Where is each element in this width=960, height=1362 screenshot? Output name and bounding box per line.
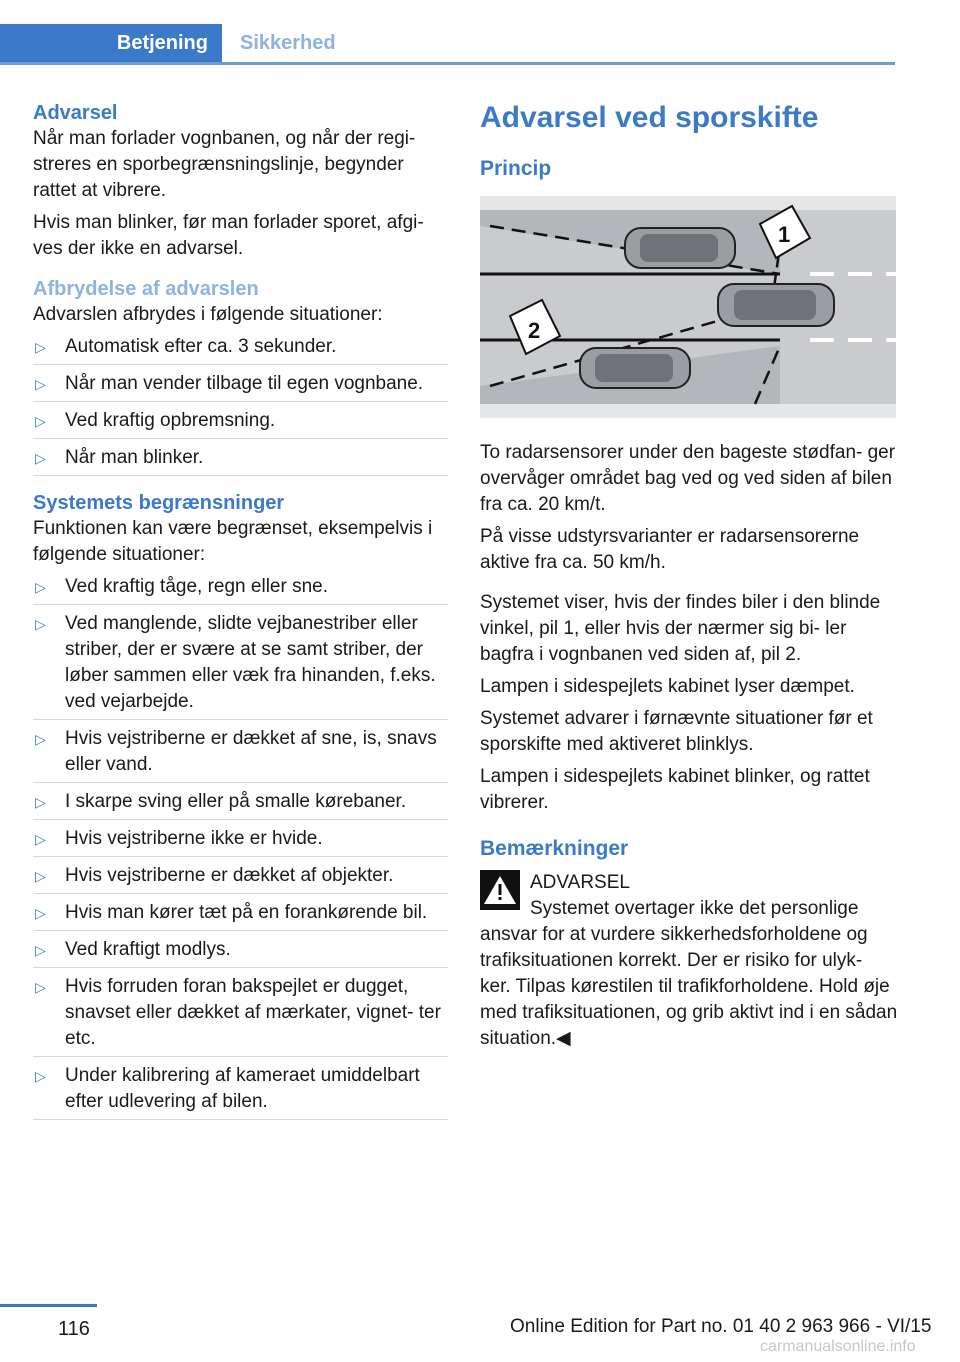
warning-text-first: Systemet overtager ikke det personlige [530, 898, 859, 919]
interrupt-list [33, 334, 448, 476]
notes-heading: Bemærkninger [480, 837, 629, 860]
triangle-bullet-icon: ▷ [35, 868, 46, 884]
triangle-bullet-icon: ▷ [35, 905, 46, 921]
principle-paragraph-4: Lampen i sidespejlets kabinet lyser dæmpet. [480, 676, 855, 697]
car-middle [718, 284, 834, 326]
triangle-bullet-icon: ▷ [35, 579, 46, 595]
watermark: carmanualsonline.info [760, 1338, 916, 1355]
arrow-2-label: 2 [528, 318, 541, 343]
warning-paragraph-1: Når man forlader vognbanen, og når der regi- streres en sporbegrænsningslinje, begynder rattet at vibrere. [33, 128, 416, 201]
tab-betjening[interactable]: Betjening [0, 24, 222, 62]
interrupt-heading: Afbrydelse af advarslen [33, 278, 259, 300]
lane-change-diagram [480, 196, 896, 418]
triangle-bullet-icon: ▷ [35, 731, 46, 747]
triangle-bullet-icon: ▷ [35, 1068, 46, 1084]
tab-sikkerhed[interactable]: Sikkerhed [240, 31, 336, 54]
list-item: ▷ Automatisk efter ca. 3 sekunder. [33, 334, 448, 365]
list-item: ▷ Når man blinker. [33, 445, 448, 476]
triangle-bullet-icon: ▷ [35, 794, 46, 810]
principle-paragraph-3: Systemet viser, hvis der findes biler i den blinde vinkel, pil 1, eller hvis der nærmer sig bi- ler bagfra i vognbanen ved siden af, pil 2. [480, 592, 881, 665]
principle-paragraph-1: To radarsensorer under den bageste stødfan- ger overvåger området bag ved og ved siden af bilen fra ca. 20 km/t. [480, 442, 896, 515]
list-item: ▷ Ved kraftigt modlys. [33, 937, 448, 968]
limits-heading: Systemets begrænsninger [33, 492, 285, 514]
principle-paragraph-6: Lampen i sidespejlets kabinet blinker, og rattet vibrerer. [480, 766, 870, 813]
principle-heading: Princip [480, 157, 552, 180]
list-item: ▷ Ved manglende, slidte vejbanestriber eller striber, der er svære at se samt striber, der løber sammen eller væk fra hinanden, f.eks. ved vejarbejde. [33, 611, 448, 720]
triangle-bullet-icon: ▷ [35, 616, 46, 632]
right-column [480, 100, 898, 1058]
triangle-bullet-icon: ▷ [35, 376, 46, 392]
list-item: ▷ Hvis forruden foran bakspejlet er dugget, snavset eller dækket af mærkater, vignet- ter etc. [33, 974, 448, 1057]
list-item: ▷ Ved kraftig opbremsning. [33, 408, 448, 439]
car-top [625, 228, 735, 268]
page-number: 116 [58, 1318, 90, 1340]
triangle-bullet-icon: ▷ [35, 942, 46, 958]
triangle-bullet-icon: ▷ [35, 339, 46, 355]
warning-heading: Advarsel [33, 102, 118, 124]
principle-paragraph-2: På visse udstyrsvarianter er radarsensorerne aktive fra ca. 50 km/h. [480, 526, 860, 573]
list-item: ▷ Når man vender tilbage til egen vognbane. [33, 371, 448, 402]
limits-intro: Funktionen kan være begrænset, eksempelvis i følgende situationer: [33, 518, 433, 565]
principle-paragraph-5: Systemet advarer i førnævnte situationer før et sporskifte med aktiveret blinklys. [480, 708, 873, 755]
list-item: ▷ Hvis vejstriberne ikke er hvide. [33, 826, 448, 857]
left-column [33, 100, 448, 1126]
car-bottom [580, 348, 690, 388]
list-item: ▷ Ved kraftig tåge, regn eller sne. [33, 574, 448, 605]
triangle-bullet-icon: ▷ [35, 831, 46, 847]
warning-paragraph-2: Hvis man blinker, før man forlader sporet, afgi- ves der ikke en advarsel. [33, 212, 424, 259]
edition-footer: Online Edition for Part no. 01 40 2 963 966 - VI/15 [510, 1316, 932, 1337]
triangle-bullet-icon: ▷ [35, 413, 46, 429]
warning-block [480, 870, 898, 922]
triangle-bullet-icon: ▷ [35, 979, 46, 995]
triangle-bullet-icon: ▷ [35, 450, 46, 466]
arrow-1-label: 1 [778, 222, 791, 247]
limits-list [33, 574, 448, 1120]
page-number-rule [0, 1304, 97, 1307]
list-item: ▷ I skarpe sving eller på smalle kørebaner. [33, 789, 448, 820]
warning-label: ADVARSEL [530, 872, 630, 893]
warning-triangle-icon [480, 870, 520, 910]
warning-text: ansvar for at vurdere sikkerhedsforholdene og trafiksituationen korrekt. Der er risiko for ulyk- ker. Tilpas kørestilen til trafikforholdene. Hold øje med trafiksituationen, og grib aktivt ind i en sådan situation.◀ [480, 924, 898, 1049]
page-title: Advarsel ved sporskifte [480, 101, 819, 134]
interrupt-intro: Advarslen afbrydes i følgende situationer: [33, 304, 383, 325]
list-item: ▷ Hvis man kører tæt på en forankørende bil. [33, 900, 448, 931]
section-tab-bar [0, 24, 895, 65]
list-item: ▷ Hvis vejstriberne er dækket af objekter. [33, 863, 448, 894]
list-item: ▷ Hvis vejstriberne er dækket af sne, is, snavs eller vand. [33, 726, 448, 783]
list-item: ▷ Under kalibrering af kameraet umiddelbart efter udlevering af bilen. [33, 1063, 448, 1120]
